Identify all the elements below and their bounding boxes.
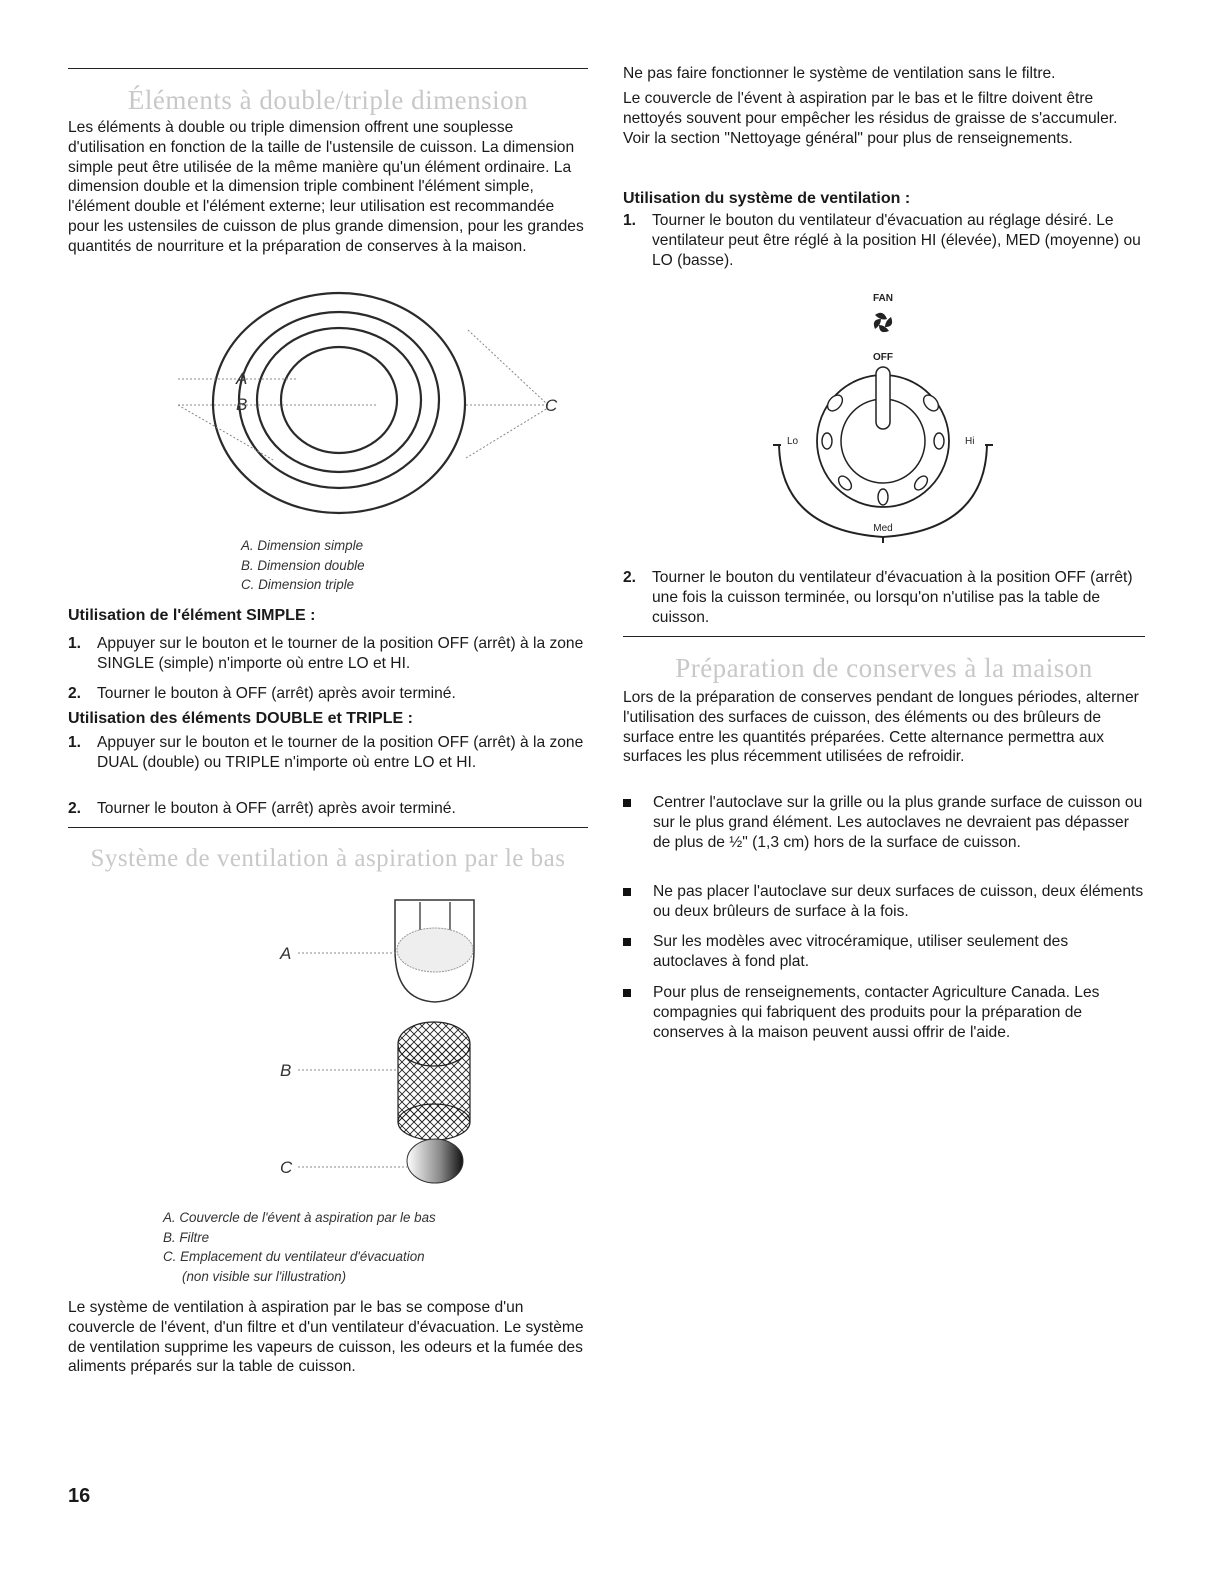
element-diagram xyxy=(148,288,558,538)
vent-diagram-caption: A. Couvercle de l'évent à aspiration par le bas B. Filtre C. Emplacement du ventilateur d'évacuation (non visible sur l'illustration) xyxy=(163,1210,436,1284)
label-a: A xyxy=(236,369,248,388)
inner-ring xyxy=(281,347,397,453)
section-title-dual-triple: Éléments à double/triple dimension xyxy=(127,85,529,115)
cleaning-note: Le couvercle de l'évent à aspiration par le bas et le filtre doivent être nettoyés souvent pour empêcher les résidus de graisse de s'accumuler. Voir la section "Nettoyage général" pour plus de renseignements. xyxy=(623,90,1118,147)
intro-paragraph: Les éléments à double ou triple dimension offrent une souplesse d'utilisation en fonction de la taille de l'ustensile de cuisson. La dimension simple peut être utilisée de la même manière qu'un élément ordinaire. La dimension double et la dimension triple combinent l'élément simple, l'élément double et l'élément externe; leur utilisation est recommandée pour les ustensiles de cuisson de plus grande dimension, pour les grandes quantités de nourriture et la préparation de conserves à la maison. xyxy=(68,119,584,255)
bullet-square-icon xyxy=(623,938,631,946)
bullet-square-icon xyxy=(623,989,631,997)
canning-intro: Lors de la préparation de conserves pendant de longues périodes, alterner l'utilisation des surfaces de cuisson, des éléments ou des brûleurs de surface entre les quantités préparées. Cette alternance permettra aux surfaces les plus récemment utilisées de refroidir. xyxy=(623,689,1139,766)
fan-knob-diagram xyxy=(763,285,1003,555)
canning-bullet: Sur les modèles avec vitrocéramique, utiliser seulement des autoclaves à fond plat. xyxy=(623,932,1145,972)
vent-label-a: A xyxy=(280,944,292,963)
label-b: B xyxy=(236,395,248,414)
outer-ring xyxy=(213,293,465,513)
vent-label-b: B xyxy=(280,1061,292,1080)
vent-use-heading: Utilisation du système de ventilation : xyxy=(623,190,911,207)
off-label: OFF xyxy=(873,352,893,363)
page-number: 16 xyxy=(68,1485,91,1507)
simple-step-2: 2. Tourner le bouton à OFF (arrêt) après avoir terminé. xyxy=(68,685,456,702)
fan-location xyxy=(407,1139,463,1183)
vent-diagram xyxy=(198,890,498,1190)
double-triple-heading: Utilisation des éléments DOUBLE et TRIPLE : xyxy=(68,710,413,727)
simple-heading: Utilisation de l'élément SIMPLE : xyxy=(68,607,316,624)
med-label: Med xyxy=(873,523,893,534)
double-triple-step-1: 1. Appuyer sur le bouton et le tourner de la position OFF (arrêt) à la zone DUAL (double) ou TRIPLE n'importe où entre LO et HI. xyxy=(68,734,584,771)
canning-bullet: Pour plus de renseignements, contacter Agriculture Canada. Les compagnies qui fabriquent des produits pour la préparation de conserves à la maison peuvent aussi offrir de l'aide. xyxy=(623,983,1145,1042)
hi-label: Hi xyxy=(965,436,975,447)
element-diagram-caption: A. Dimension simple B. Dimension double C. Dimension triple xyxy=(241,538,365,592)
section-title-ventilation: Système de ventilation à aspiration par le bas xyxy=(90,845,566,872)
section-rule xyxy=(68,827,588,828)
section-rule xyxy=(68,68,588,69)
bullet-square-icon xyxy=(623,888,631,896)
canning-bullet: Centrer l'autoclave sur la grille ou la plus grande surface de cuisson ou sur le plus grand élément. Les autoclaves ne devraient pas dépasser de plus de ½" (1,3 cm) hors de la surface de cuisson. xyxy=(623,793,1145,852)
vent-use-step-2: 2. Tourner le bouton du ventilateur d'évacuation à la position OFF (arrêt) une fois la cuisson terminée, ou lorsqu'on n'utilise pas la table de cuisson. xyxy=(623,569,1133,626)
label-c: C xyxy=(545,396,558,415)
section-title-canning: Préparation de conserves à la maison xyxy=(675,653,1093,683)
section-rule xyxy=(623,636,1145,637)
fan-label: FAN xyxy=(873,293,893,304)
canning-bullet: Ne pas placer l'autoclave sur deux surfaces de cuisson, deux éléments ou deux brûleurs de surface à la fois. xyxy=(623,882,1145,922)
filter xyxy=(398,1104,470,1140)
bullet-square-icon xyxy=(623,799,631,807)
double-triple-step-2: 2. Tourner le bouton à OFF (arrêt) après avoir terminé. xyxy=(68,800,456,817)
vent-use-step-1: 1. Tourner le bouton du ventilateur d'évacuation au réglage désiré. Le ventilateur peut être réglé à la position HI (élevée), MED (moyenne) ou LO (basse). xyxy=(623,212,1141,269)
filter-warning: Ne pas faire fonctionner le système de ventilation sans le filtre. xyxy=(623,65,1056,82)
vent-description: Le système de ventilation à aspiration par le bas se compose d'un couvercle de l'évent, d'un filtre et d'un ventilateur d'évacuation. Le système de ventilation supprime les vapeurs de cuisson, les odeurs et la fumée des aliments préparés sur la table de cuisson. xyxy=(68,1299,584,1376)
lo-label: Lo xyxy=(787,436,799,447)
vent-label-c: C xyxy=(280,1158,293,1177)
fan-icon xyxy=(874,313,892,332)
simple-step-1: 1. Appuyer sur le bouton et le tourner de la position OFF (arrêt) à la zone SINGLE (simple) n'importe où entre LO et HI. xyxy=(68,635,584,672)
